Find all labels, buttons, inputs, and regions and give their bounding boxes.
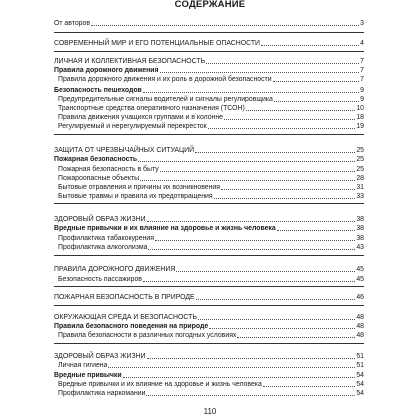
- toc-leader-dots: [196, 293, 356, 300]
- toc-entry-page: 9: [360, 96, 364, 103]
- toc-section: [54, 39, 364, 48]
- toc-leader-dots: [195, 146, 355, 153]
- toc-subsection: [54, 224, 364, 233]
- toc-section-title: ПРАВИЛА ДОРОЖНОГО ДВИЖЕНИЯ: [54, 266, 176, 273]
- toc-section-page: 45: [356, 266, 364, 273]
- toc-entry-title: Профилактика табакокурения: [58, 235, 154, 242]
- toc-leader-dots: [140, 174, 355, 181]
- toc-subsection-title: Правила безопасного поведения на природе: [54, 323, 209, 330]
- toc-subsection-title: Безопасность пешеходов: [54, 87, 142, 94]
- toc-entry-page: 7: [360, 76, 364, 83]
- toc-section-title: ОКРУЖАЮЩАЯ СРЕДА И БЕЗОПАСНОСТЬ: [54, 314, 197, 321]
- toc-entry-title: Пожароопасные объекты: [58, 175, 140, 182]
- toc-leader-dots: [246, 104, 356, 111]
- section-divider: [54, 51, 364, 52]
- toc-entry-page: 25: [356, 166, 364, 173]
- section-divider: [54, 32, 364, 33]
- toc-subsection: [54, 322, 364, 331]
- toc-leader-dots: [176, 265, 355, 272]
- toc-entry-title: Вредные привычки и их влияние на здоровье и жизнь человека: [58, 381, 262, 388]
- toc-section: [54, 352, 364, 361]
- toc-entry-title: Профилактика наркомании: [58, 390, 146, 397]
- toc-entry-page: 43: [356, 244, 364, 251]
- toc-entry: [58, 380, 364, 389]
- toc-section-page: 51: [356, 353, 364, 360]
- toc-entry: [58, 389, 364, 398]
- toc-entry: [58, 192, 364, 201]
- section-divider: [54, 134, 364, 135]
- toc-section: [54, 293, 364, 302]
- toc-subsection-title: Вредные привычки и их влияние на здоровье и жизнь человека: [54, 225, 276, 232]
- toc-subsection-page: 9: [360, 87, 364, 94]
- toc-section-page: 46: [356, 294, 364, 301]
- toc-leader-dots: [273, 75, 360, 82]
- toc-section-page: 48: [356, 314, 364, 321]
- toc-entry-title: Бытовые травмы и правила их предотвращения: [58, 193, 213, 200]
- toc-leader-dots: [221, 183, 355, 190]
- toc-section: [54, 146, 364, 155]
- toc-entry-title: Регулируемый и нерегулируемый перекресток: [58, 123, 207, 130]
- toc-entry-page: 28: [356, 175, 364, 182]
- toc-section-page: 38: [356, 216, 364, 223]
- toc-leader-dots: [155, 234, 355, 241]
- toc-section-title: СОВРЕМЕННЫЙ МИР И ЕГО ПОТЕНЦИАЛЬНЫЕ ОПАСНОСТИ: [54, 40, 261, 47]
- toc-section: [54, 215, 364, 224]
- toc-entry-title: Транспортные средства оперативного назначения (ТСОН): [58, 105, 245, 112]
- toc-entry-page: 18: [356, 114, 364, 121]
- section-divider: [54, 343, 364, 344]
- toc-entry: [58, 275, 364, 284]
- toc-leader-dots: [147, 215, 356, 222]
- page-number: 110: [203, 407, 217, 416]
- toc-leader-dots: [208, 122, 356, 129]
- toc-entry: [58, 122, 364, 131]
- section-divider: [54, 286, 364, 287]
- toc-entry-page: 10: [356, 105, 364, 112]
- toc-leader-dots: [261, 39, 359, 46]
- toc-section-title: ПОЖАРНАЯ БЕЗОПАСНОСТЬ В ПРИРОДЕ: [54, 294, 195, 301]
- toc-leader-dots: [143, 275, 355, 282]
- toc-section-page: 4: [360, 40, 364, 47]
- toc-entry: [58, 165, 364, 174]
- toc-entry-title: Профилактика алкоголизма: [58, 244, 148, 251]
- page-title: СОДЕРЖАНИЕ: [174, 0, 246, 10]
- toc-entry-title: Бытовые отравления и причины их возникновения: [58, 184, 221, 191]
- toc-entry-page: 19: [356, 123, 364, 130]
- toc-subsection: [54, 86, 364, 95]
- toc-leader-dots: [206, 57, 359, 64]
- toc-leader-dots: [224, 113, 355, 120]
- toc-leader-dots: [237, 331, 355, 338]
- toc-entry-title: Предупредительные сигналы водителей и сигналы регулировщика: [58, 96, 273, 103]
- toc-subsection-page: 38: [356, 225, 364, 232]
- toc-leader-dots: [146, 389, 355, 396]
- toc-leader-dots: [91, 19, 359, 26]
- toc-entry: [58, 361, 364, 370]
- toc-leader-dots: [160, 165, 356, 172]
- toc-entry: [58, 174, 364, 183]
- toc-entry: [58, 75, 364, 84]
- toc-leader-dots: [148, 243, 355, 250]
- toc-subsection-page: 54: [356, 372, 364, 379]
- toc-subsection-page: 7: [360, 67, 364, 74]
- toc-leader-dots: [263, 380, 356, 387]
- toc-entry-title: Правила дорожного движения и их роль в дорожной безопасности: [58, 76, 272, 83]
- toc-entry: [58, 104, 364, 113]
- toc-entry-page: 31: [356, 184, 364, 191]
- toc-subsection-page: 48: [356, 323, 364, 330]
- section-divider: [54, 255, 364, 256]
- toc-subsection: [54, 155, 364, 164]
- toc-leader-dots: [214, 192, 356, 199]
- toc-section-title: ЗАЩИТА ОТ ЧРЕЗВЫЧАЙНЫХ СИТУАЦИЙ: [54, 147, 195, 154]
- toc-section-title: ЗДОРОВЫЙ ОБРАЗ ЖИЗНИ: [54, 216, 146, 223]
- toc-subsection-title: Вредные привычки: [54, 372, 122, 379]
- toc-leader-dots: [123, 371, 356, 378]
- toc-leader-dots: [147, 352, 356, 359]
- toc-leader-dots: [198, 313, 355, 320]
- toc-entry-title: Безопасность пассажиров: [58, 276, 142, 283]
- toc-entry: [58, 331, 364, 340]
- toc-leader-dots: [138, 155, 355, 162]
- toc-subsection: [54, 371, 364, 380]
- toc-entry-title: Правила безопасности в различных погодных условиях: [58, 332, 237, 339]
- toc-entry-title: Личная гигиена: [58, 362, 108, 369]
- toc-section: [54, 57, 364, 66]
- toc-entry-page: 45: [356, 276, 364, 283]
- toc-entry: [58, 113, 364, 122]
- toc-entry-page: 3: [360, 20, 364, 27]
- toc-leader-dots: [277, 224, 356, 231]
- toc-entry-title: Пожарная безопасность в быту: [58, 166, 159, 173]
- toc-entry: [58, 243, 364, 252]
- toc-subsection-page: 25: [356, 156, 364, 163]
- toc-entry-page: 51: [356, 362, 364, 369]
- toc-entry: [54, 19, 364, 28]
- toc-section-page: 7: [360, 58, 364, 65]
- toc-section-page: 25: [356, 147, 364, 154]
- section-divider: [54, 305, 364, 306]
- toc-leader-dots: [108, 361, 355, 368]
- toc-subsection-title: Правила дорожного движения: [54, 67, 159, 74]
- toc-leader-dots: [143, 86, 359, 93]
- toc-leader-dots: [274, 95, 359, 102]
- toc-section-title: ЗДОРОВЫЙ ОБРАЗ ЖИЗНИ: [54, 353, 146, 360]
- toc-section: [54, 313, 364, 322]
- toc-leader-dots: [209, 322, 355, 329]
- toc-section-title: ЛИЧНАЯ И КОЛЛЕКТИВНАЯ БЕЗОПАСНОСТЬ: [54, 58, 206, 65]
- toc-entry-page: 33: [356, 193, 364, 200]
- toc-entry-page: 48: [356, 332, 364, 339]
- toc-entry-title: От авторов: [54, 20, 91, 27]
- toc-entry-page: 38: [356, 235, 364, 242]
- section-divider: [54, 203, 364, 204]
- toc-entry-page: 54: [356, 381, 364, 388]
- toc-entry: [58, 234, 364, 243]
- toc-section: [54, 265, 364, 274]
- toc-subsection-title: Пожарная безопасность: [54, 156, 138, 163]
- toc-entry: [58, 183, 364, 192]
- toc-entry-title: Правила движения учащихся группами и в колонне: [58, 114, 224, 121]
- toc-entry-page: 54: [356, 390, 364, 397]
- toc-subsection: [54, 66, 364, 75]
- toc-entry: [58, 95, 364, 104]
- toc-leader-dots: [160, 66, 360, 73]
